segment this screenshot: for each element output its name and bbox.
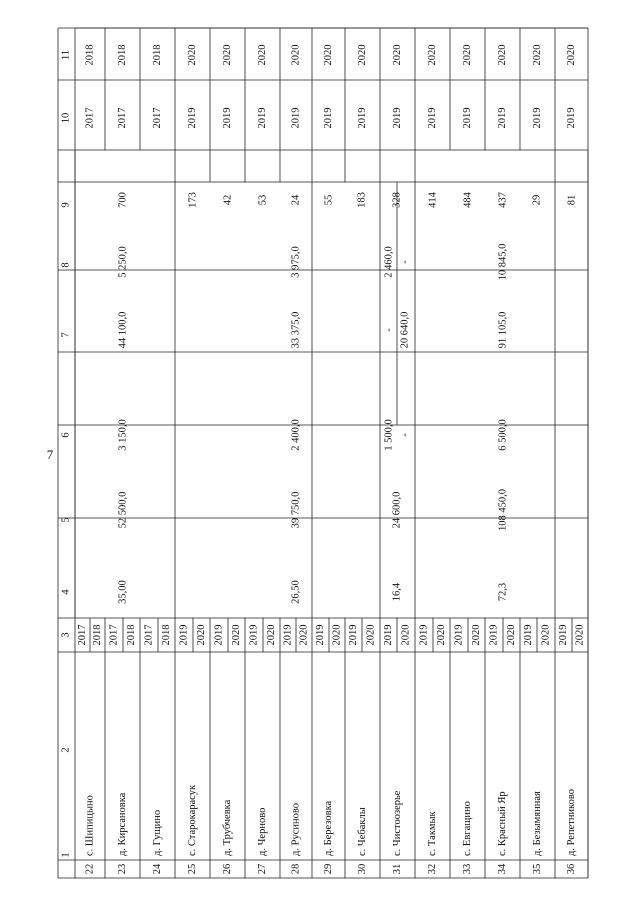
population-value: 328 (391, 192, 403, 208)
settlement-name: с. Чебаклы (357, 807, 368, 856)
end-year-value: 2020 (187, 44, 198, 66)
end-year-value: 2020 (323, 44, 334, 66)
row-number: 30 (357, 863, 368, 875)
end-year-value: 2018 (84, 44, 96, 66)
header-col-3: 3 (60, 632, 72, 638)
settlement-name: с. Такмык (427, 811, 438, 856)
local-funds-value: - (399, 260, 411, 264)
year-value: 2017 (77, 624, 88, 646)
start-year-value: 2019 (532, 107, 543, 129)
row-number: 25 (187, 863, 198, 875)
year-value: 2019 (418, 624, 430, 646)
header-col-2: 2 (60, 747, 72, 753)
population-value: 29 (531, 194, 543, 206)
length-value: 35,00 (117, 580, 129, 604)
end-year-value: 2020 (566, 44, 577, 66)
start-year-value: 2019 (222, 107, 233, 129)
year-value: 2019 (488, 624, 500, 646)
start-year-value: 2019 (357, 107, 368, 129)
row-number: 36 (566, 863, 577, 875)
year-value: 2019 (453, 624, 465, 646)
regional-funds-value: - (383, 328, 395, 332)
population-value: 183 (356, 192, 368, 208)
year-value: 2020 (231, 624, 242, 646)
year-value: 2019 (383, 624, 394, 646)
total-cost-value: 24 600,0 (391, 491, 403, 529)
population-value: 437 (497, 192, 509, 208)
population-value: 700 (117, 192, 129, 208)
settlement-name: д. Репетниково (566, 788, 577, 856)
year-value: 2020 (574, 624, 586, 646)
regional-funds-value: 91 105,0 (497, 311, 509, 349)
settlement-name: д. Безымянная (532, 791, 543, 856)
year-value: 2020 (331, 624, 343, 646)
regional-funds-value: 33 375,0 (290, 311, 302, 349)
row-number: 34 (497, 863, 508, 875)
year-value: 2019 (213, 624, 225, 646)
row-number: 26 (222, 863, 233, 875)
start-year-value: 2019 (462, 107, 473, 129)
federal-funds-value: - (399, 433, 411, 437)
header-col-6: 6 (60, 432, 72, 438)
year-value: 2020 (365, 624, 377, 646)
header-col-1: 1 (60, 852, 72, 858)
header-col-11: 11 (60, 49, 72, 61)
end-year-value: 2020 (532, 44, 543, 66)
page-number: 7 (46, 447, 54, 462)
federal-funds-value: 1 500,0 (383, 419, 395, 451)
row-number: 27 (257, 863, 268, 875)
settlement-name: д. Березовка (323, 800, 334, 856)
end-year-value: 2018 (152, 44, 163, 66)
population-value: 53 (257, 194, 269, 206)
federal-funds-value: 6 500,0 (497, 419, 509, 451)
federal-funds-value: 3 150,0 (117, 419, 129, 451)
total-cost-value: 52 500,0 (117, 491, 129, 529)
year-value: 2020 (298, 624, 310, 646)
settlement-name: д. Русиново (290, 803, 302, 856)
row-number: 35 (532, 863, 543, 875)
end-year-value: 2020 (462, 44, 473, 66)
settlement-name: д. Черново (257, 807, 268, 856)
local-funds-value: 2 460,0 (383, 246, 395, 278)
header-col-10: 10 (60, 112, 72, 124)
year-value: 2020 (471, 624, 482, 646)
year-value: 2018 (126, 624, 137, 646)
row-number: 23 (117, 863, 128, 875)
settlement-name: с. Шипицыно (84, 795, 96, 856)
end-year-value: 2020 (357, 44, 368, 66)
year-value: 2019 (178, 624, 190, 646)
year-value: 2020 (400, 624, 412, 646)
regional-funds-value: 20 640,0 (399, 311, 411, 349)
local-funds-value: 5 250,0 (117, 246, 129, 278)
start-year-value: 2019 (497, 107, 508, 129)
year-value: 2019 (523, 624, 534, 646)
population-value: 414 (427, 192, 439, 208)
population-value: 173 (187, 192, 199, 208)
length-value: 26,50 (290, 580, 302, 604)
settlement-name: с. Красный Яр (497, 791, 508, 856)
population-value: 484 (462, 192, 474, 208)
year-value: 2017 (143, 624, 155, 646)
header-col-8: 8 (60, 262, 72, 268)
settlement-name: д. Трубчевка (222, 799, 233, 856)
end-year-value: 2020 (222, 44, 233, 66)
year-value: 2020 (540, 624, 552, 646)
year-value: 2018 (92, 624, 103, 646)
start-year-value: 2019 (323, 107, 334, 129)
population-value: 81 (566, 194, 578, 206)
start-year-value: 2017 (84, 107, 96, 129)
population-value: 24 (290, 194, 302, 206)
end-year-value: 2018 (117, 44, 128, 66)
end-year-value: 2020 (290, 44, 302, 66)
start-year-value: 2019 (427, 107, 438, 129)
row-number: 29 (323, 863, 334, 875)
total-cost-value: 108 450,0 (497, 489, 509, 531)
header-col-9: 9 (60, 202, 72, 208)
start-year-value: 2019 (187, 107, 198, 129)
regional-funds-value: 44 100,0 (117, 311, 129, 349)
end-year-value: 2020 (497, 44, 508, 66)
federal-funds-value: 2 400,0 (290, 419, 302, 451)
length-value: 72,3 (497, 582, 509, 602)
end-year-value: 2020 (427, 44, 438, 66)
local-funds-value: 3 975,0 (290, 246, 302, 278)
header-col-7: 7 (60, 332, 72, 338)
year-value: 2017 (108, 624, 120, 646)
year-value: 2018 (161, 624, 172, 646)
header-col-4: 4 (60, 589, 72, 595)
start-year-value: 2019 (290, 107, 302, 129)
settlement-name: с. Чистоозерье (392, 790, 403, 856)
year-value: 2019 (282, 624, 294, 646)
local-funds-value: 10 845,0 (497, 243, 509, 281)
row-number: 32 (427, 863, 438, 875)
header-col-5: 5 (60, 517, 72, 523)
settlement-name: с. Старокарасук (187, 784, 198, 856)
total-cost-value: 39 750,0 (290, 491, 302, 529)
end-year-value: 2020 (257, 44, 268, 66)
year-value: 2019 (348, 624, 359, 646)
settlement-name: с. Евгащино (462, 801, 473, 856)
row-number: 24 (152, 863, 163, 875)
settlement-name: д. Гущино (152, 809, 163, 856)
start-year-value: 2019 (392, 107, 403, 129)
year-value: 2020 (436, 624, 447, 646)
year-value: 2020 (196, 624, 207, 646)
start-year-value: 2017 (152, 107, 163, 129)
length-value: 16,4 (391, 582, 403, 602)
start-year-value: 2019 (257, 107, 268, 129)
year-value: 2019 (248, 624, 260, 646)
year-value: 2020 (266, 624, 277, 646)
year-value: 2020 (506, 624, 517, 646)
year-value: 2019 (558, 624, 569, 646)
row-number: 33 (462, 863, 473, 875)
start-year-value: 2019 (566, 107, 577, 129)
row-number: 28 (290, 863, 302, 875)
row-number: 31 (392, 863, 403, 875)
row-number: 22 (84, 863, 96, 875)
population-value: 42 (222, 194, 234, 206)
population-value: 55 (323, 194, 335, 206)
start-year-value: 2017 (117, 107, 128, 129)
year-value: 2019 (315, 624, 326, 646)
end-year-value: 2020 (392, 44, 403, 66)
settlement-name: д. Кирсановка (117, 792, 128, 856)
